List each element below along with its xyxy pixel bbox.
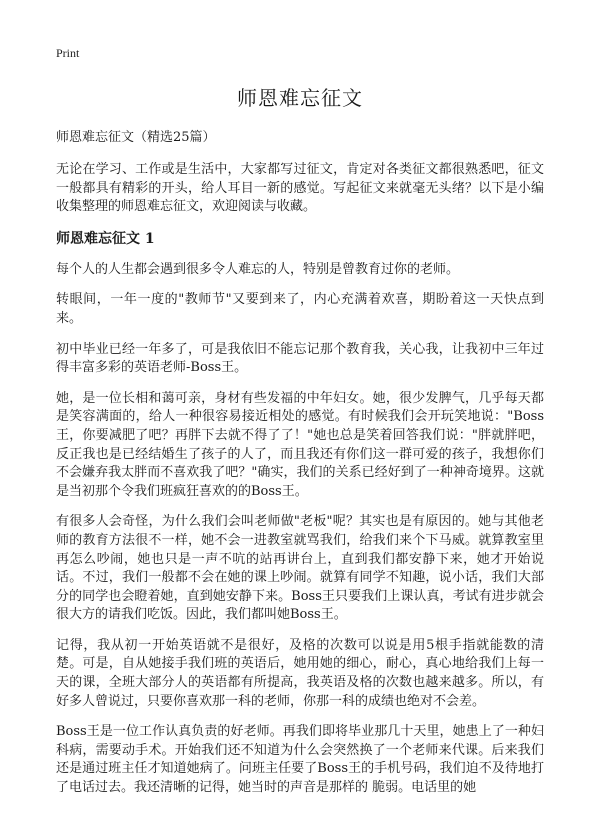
body-paragraph: 她，是一位长相和蔼可亲，身材有些发福的中年妇女。她，很少发脾气，几乎每天都是笑容满面的，给人一种很容易接近相处的感觉。有时候我们会开玩笑地说："Boss王，你要减肥了吧？再胖下去就不得了了！"她也总是笑着回答我们说："胖就胖吧，反正我也是已经结婚生了孩子的人了，而且我还有你们这一群可爱的孩子，我想你们不会嫌弃我太胖而不喜欢我了吧？"确实，我们的关系已经好到了一种神奇境界。这就是当初那个令我们班疯狂喜欢的的Boss王。 [56, 390, 544, 499]
intro-paragraph: 无论在学习、工作或是生活中，大家都写过征文，肯定对各类征文都很熟悉吧，征文一般都具有精彩的开头，给人耳目一新的感觉。写起征文来就毫无头绪？以下是小编收集整理的师恩难忘征文，欢迎阅读与收藏。 [56, 162, 544, 215]
document-subtitle: 师恩难忘征文（精选25篇） [56, 130, 216, 145]
body-paragraph: 每个人的人生都会遇到很多令人难忘的人，特别是曾教育过你的老师。 [56, 261, 460, 277]
print-link[interactable]: Print [56, 46, 80, 60]
body-paragraph: 记得，我从初一开始英语就不是很好，及格的次数可以说是用5根手指就能数的清楚。可是，自从她接手我们班的英语后，她用她的细心，耐心，真心地给我们上每一天的课，全班大部分人的英语都有所提高，我英语及格的次数也越来越多。所以，有好多人曾说过，只要你喜欢那一科的老师，你那一科的成绩也绝对不会差。 [56, 637, 544, 709]
section-title: 师恩难忘征文 1 [56, 230, 155, 247]
body-paragraph: 转眼间，一年一度的"教师节"又要到来了，内心充满着欢喜，期盼着这一天快点到来。 [56, 292, 544, 326]
page-title: 师恩难忘征文 [237, 86, 363, 110]
body-paragraph: 初中毕业已经一年多了，可是我依旧不能忘记那个教育我，关心我，让我初中三年过得丰富多彩的英语老师-Boss王。 [56, 341, 544, 376]
body-paragraph: Boss王是一位工作认真负责的好老师。再我们即将毕业那几十天里，她患上了一种妇科病，需要动手术。开始我们还不知道为什么会突然换了一个老师来代课。后来我们还是通过班主任才知道她病了。问班主任要了Boss王的手机号码，我们迫不及待地打了电话过去。我还清晰的记得，她当时的声音是那样的 脆弱。电话里的她 [56, 724, 544, 796]
body-paragraph: 有很多人会奇怪，为什么我们会叫老师做"老板"呢？其实也是有原因的。她与其他老师的教育方法很不一样，她不会一进教室就骂我们，给我们来个下马威。就算教室里再怎么吵闹，她也只是一声不吭的站再讲台上，直到我们都安静下来，她才开始说话。不过，我们一般都不会在她的课上吵闹。就算有同学不知趣，说小话，我们大部分的同学也会瞪着她，直到她安静下来。Boss王只要我们上课认真，考试有进步就会很大方的请我们吃饭。因此，我们都叫她Boss王。 [56, 514, 544, 623]
